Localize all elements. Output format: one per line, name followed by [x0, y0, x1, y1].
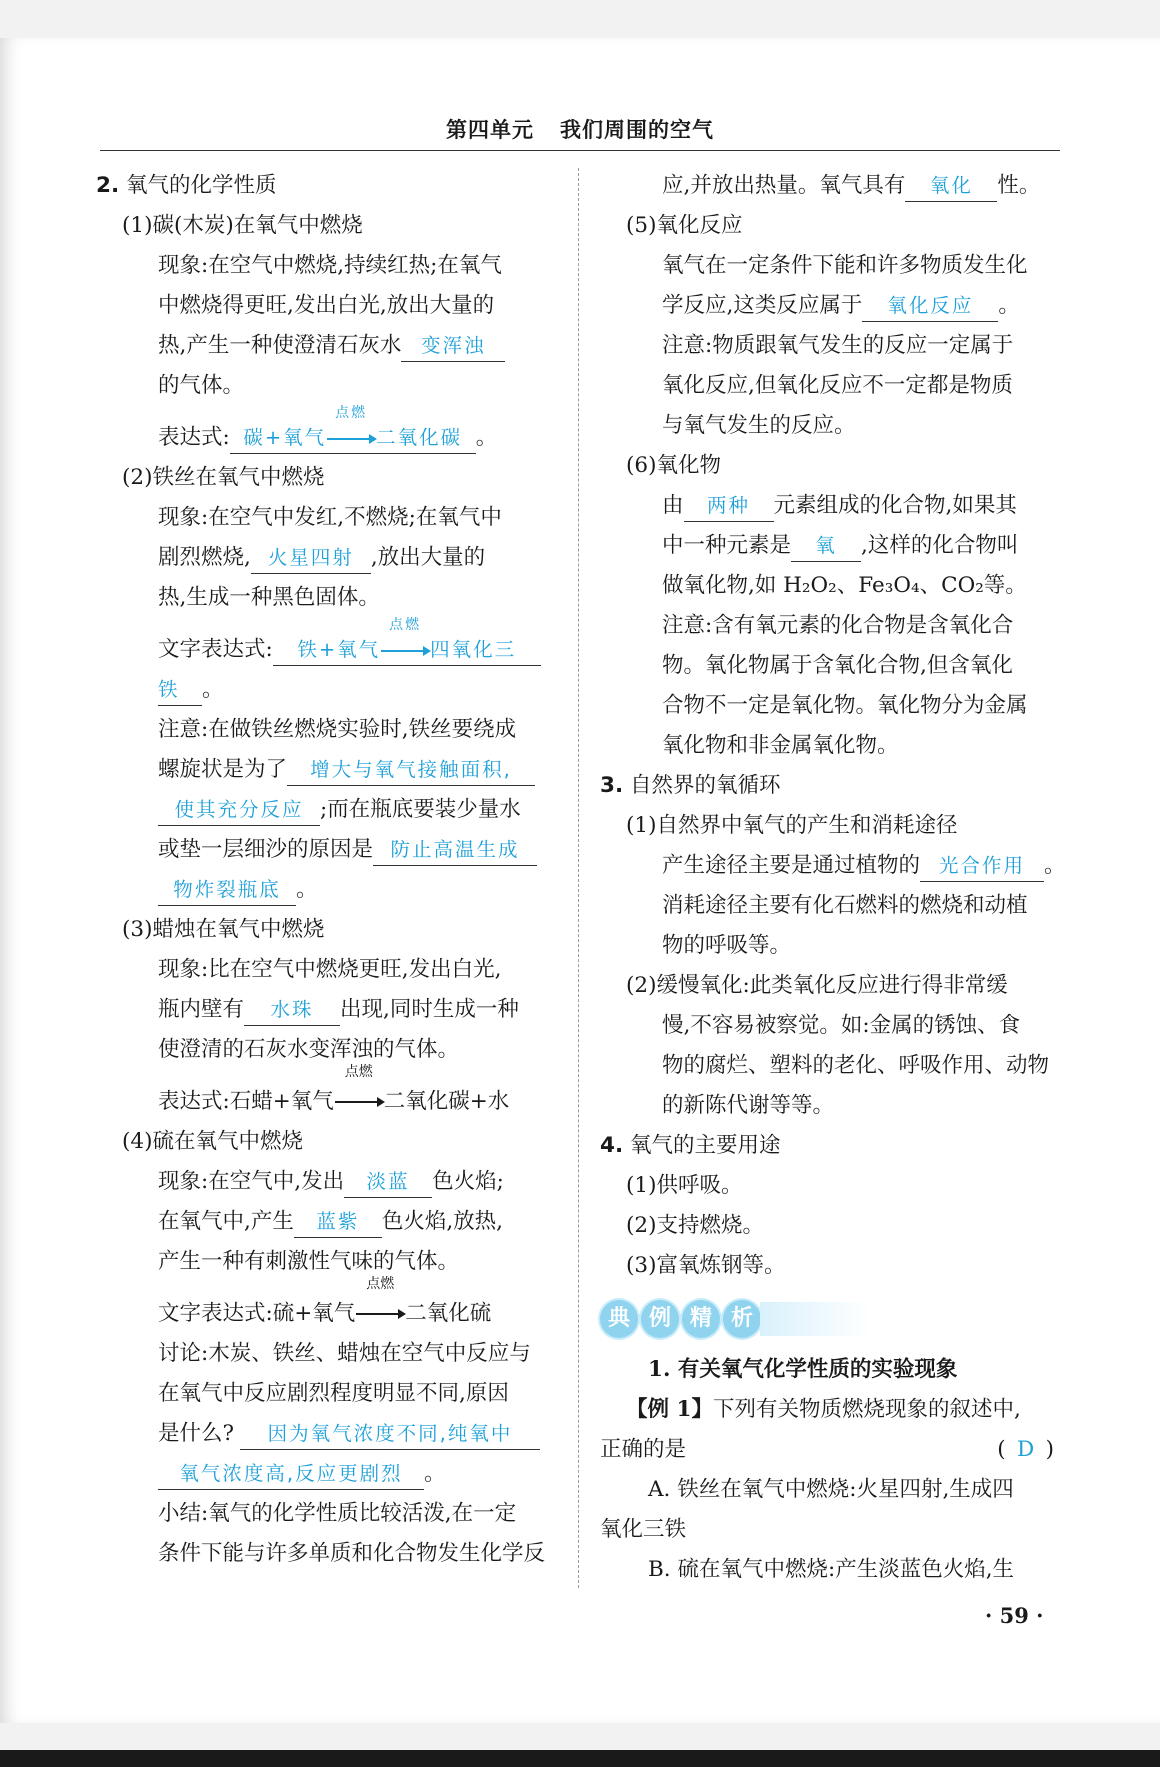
- example-banner: [600, 1296, 1062, 1342]
- cycle-line-3: 物的呼吸等。: [662, 933, 792, 958]
- iron-line-2: 剧烈燃烧, 火星四射 ,放出大量的: [96, 538, 556, 578]
- section-2-title: 2. 氧气的化学性质: [96, 173, 277, 198]
- option-a-line-2: 氧化三铁: [600, 1517, 687, 1542]
- slow-oxidation-line-4: 的新陈代谢等等。: [662, 1093, 835, 1118]
- iron-expression: 文字表达式: 铁+氧气 点燃 四氧化三: [96, 630, 556, 670]
- candle-title: (3)蜡烛在氧气中燃烧: [122, 917, 325, 942]
- option-b-line-1: B. 硫在氧气中燃烧:产生淡蓝色火焰,生: [648, 1557, 1015, 1582]
- expression-answer: 碳+氧气 点燃 二氧化碳: [230, 423, 476, 454]
- answer-blank: 变浑浊: [401, 331, 505, 362]
- answer-blank: 氧化: [905, 171, 997, 202]
- answer-blank: 光合作用: [920, 851, 1044, 882]
- candle-expression: 表达式:石蜡+氧气 点燃 二氧化碳+水: [158, 1064, 510, 1114]
- banner-char: 例: [641, 1300, 679, 1338]
- sulfur-line-2: 在氧气中,产生 蓝紫 色火焰,放热,: [96, 1202, 556, 1242]
- candle-line-2: 瓶内壁有 水珠 出现,同时生成一种: [96, 990, 556, 1030]
- header-unit: 第四单元: [446, 117, 534, 142]
- oxide-note-2: 物。氧化物属于含氧化合物,但含氧化: [662, 653, 1013, 678]
- option-a-line-1: A. 铁丝在氧气中燃烧:火星四射,生成四: [648, 1477, 1014, 1502]
- oxide-line-1: 由 两种 元素组成的化合物,如果其: [600, 486, 1062, 526]
- answer-blank: 使其充分反应: [158, 795, 320, 826]
- answer-blank: 因为氧气浓度不同,纯氧中: [240, 1419, 540, 1450]
- answer-blank: 氧: [791, 531, 861, 562]
- slow-oxidation-line-1: (2)缓慢氧化:此类氧化反应进行得非常缓: [626, 973, 1008, 998]
- carbon-line-4: 的气体。: [158, 373, 245, 398]
- discussion-line-4: 氧气浓度高,反应更剧烈 。: [96, 1454, 556, 1494]
- iron-note-1: 注意:在做铁丝燃烧实验时,铁丝要绕成: [158, 717, 517, 742]
- use-item-1: (1)供呼吸。: [626, 1173, 743, 1198]
- answer-blank: 蓝紫: [294, 1207, 382, 1238]
- cycle-line-1: 产生途径主要是通过植物的 光合作用 。: [600, 846, 1062, 886]
- example-heading: 1. 有关氧气化学性质的实验现象: [648, 1357, 958, 1382]
- section-3-title: 3. 自然界的氧循环: [600, 773, 781, 798]
- answer-blank: 水珠: [244, 995, 340, 1026]
- column-divider: [578, 168, 579, 1588]
- cycle-title: (1)自然界中氧气的产生和消耗途径: [626, 813, 958, 838]
- discussion-line-1: 讨论:木炭、铁丝、蜡烛在空气中反应与: [158, 1341, 531, 1366]
- left-column: [96, 166, 556, 1574]
- answer-blank: 物炸裂瓶底: [158, 875, 296, 906]
- sulfur-expression: 文字表达式:硫+氧气 点燃 二氧化硫: [158, 1276, 492, 1326]
- banner-char: 典: [600, 1300, 638, 1338]
- answer-blank: 氧气浓度高,反应更剧烈: [158, 1459, 424, 1490]
- answer-blank: 淡蓝: [344, 1167, 432, 1198]
- example-question-1: 【例 1】下列有关物质燃烧现象的叙述中,: [626, 1397, 1021, 1422]
- page-header: [100, 114, 1060, 151]
- summary-line-2: 条件下能与许多单质和化合物发生化学反: [158, 1541, 546, 1566]
- candle-line-1: 现象:比在空气中燃烧更旺,发出白光,: [158, 957, 502, 982]
- iron-expression-cont: 铁 。: [96, 670, 556, 710]
- sulfur-line-1: 现象:在空气中,发出 淡蓝 色火焰;: [96, 1162, 556, 1202]
- example-question-2: 正确的是 ( D ): [600, 1430, 1062, 1470]
- answer-blank: 增大与氧气接触面积,: [287, 755, 535, 786]
- page-number: · 59 ·: [985, 1603, 1044, 1628]
- iron-note-4: 或垫一层细沙的原因是 防止高温生成: [96, 830, 556, 870]
- sulfur-title: (4)硫在氧气中燃烧: [122, 1129, 303, 1154]
- answer-blank: 两种: [684, 491, 774, 522]
- oxide-line-2: 中一种元素是 氧 ,这样的化合物叫: [600, 526, 1062, 566]
- bottom-band: [0, 1750, 1160, 1767]
- oxidation-note-3: 与氧气发生的反应。: [662, 413, 856, 438]
- right-column: [600, 166, 1066, 1590]
- candle-line-3: 使澄清的石灰水变浑浊的气体。: [158, 1037, 460, 1062]
- oxide-title: (6)氧化物: [626, 453, 721, 478]
- oxidation-note-2: 氧化反应,但氧化反应不一定都是物质: [662, 373, 1013, 398]
- sulfur-line-3: 产生一种有刺激性气味的气体。: [158, 1249, 460, 1274]
- carbon-expression: 表达式: 碳+氧气 点燃 二氧化碳 。: [96, 418, 556, 458]
- carbon-line-3: 热,产生一种使澄清石灰水 变浑浊: [96, 326, 556, 366]
- use-item-2: (2)支持燃烧。: [626, 1213, 764, 1238]
- discussion-line-3: 是什么? 因为氧气浓度不同,纯氧中: [96, 1414, 556, 1454]
- carbon-line-1: 现象:在空气中燃烧,持续红热;在氧气: [158, 253, 502, 278]
- iron-line-1: 现象:在空气中发红,不燃烧;在氧气中: [158, 505, 502, 530]
- iron-note-5: 物炸裂瓶底 。: [96, 870, 556, 910]
- banner-char: 精: [682, 1300, 720, 1338]
- oxidation-note-1: 注意:物质跟氧气发生的反应一定属于: [662, 333, 1014, 358]
- carbon-title: (1)碳(木炭)在氧气中燃烧: [122, 213, 363, 238]
- oxidation-line-1: 氧气在一定条件下能和许多物质发生化: [662, 253, 1028, 278]
- expression-answer: 铁+氧气 点燃 四氧化三: [273, 635, 541, 666]
- summary-line-1: 小结:氧气的化学性质比较活泼,在一定: [158, 1501, 517, 1526]
- oxidation-line-2: 学反应,这类反应属于 氧化反应 。: [600, 286, 1062, 326]
- use-item-3: (3)富氧炼钢等。: [626, 1253, 786, 1278]
- iron-note-2: 螺旋状是为了 增大与氧气接触面积,: [96, 750, 556, 790]
- slow-oxidation-line-2: 慢,不容易被察觉。如:金属的锈蚀、食: [662, 1013, 1021, 1038]
- iron-note-3: 使其充分反应 ;而在瓶底要装少量水: [96, 790, 556, 830]
- oxide-note-1: 注意:含有氧元素的化合物是含氧化合: [662, 613, 1014, 638]
- oxide-note-4: 氧化物和非金属氧化物。: [662, 733, 899, 758]
- oxide-note-3: 合物不一定是氧化物。氧化物分为金属: [662, 693, 1028, 718]
- iron-line-3: 热,生成一种黑色固体。: [158, 585, 380, 610]
- iron-title: (2)铁丝在氧气中燃烧: [122, 465, 325, 490]
- header-title: 我们周围的空气: [560, 117, 714, 142]
- answer-blank: 火星四射: [251, 543, 371, 574]
- discussion-line-2: 在氧气中反应剧烈程度明显不同,原因: [158, 1381, 509, 1406]
- oxidation-title: (5)氧化反应: [626, 213, 743, 238]
- slow-oxidation-line-3: 物的腐烂、塑料的老化、呼吸作用、动物: [662, 1053, 1050, 1078]
- oxide-line-3: 做氧化物,如 H₂O₂、Fe₃O₄、CO₂等。: [662, 573, 1027, 598]
- section-4-title: 4. 氧气的主要用途: [600, 1133, 781, 1158]
- carbon-line-2: 中燃烧得更旺,发出白光,放出大量的: [158, 293, 495, 318]
- example-answer: D: [1016, 1437, 1035, 1462]
- banner-fade: [760, 1302, 870, 1336]
- banner-char: 析: [723, 1300, 761, 1338]
- answer-blank: 防止高温生成: [373, 835, 537, 866]
- answer-blank: 氧化反应: [862, 291, 998, 322]
- oxidizing-line: 应,并放出热量。氧气具有 氧化 性。: [600, 166, 1062, 206]
- cycle-line-2: 消耗途径主要有化石燃料的燃烧和动植: [662, 893, 1028, 918]
